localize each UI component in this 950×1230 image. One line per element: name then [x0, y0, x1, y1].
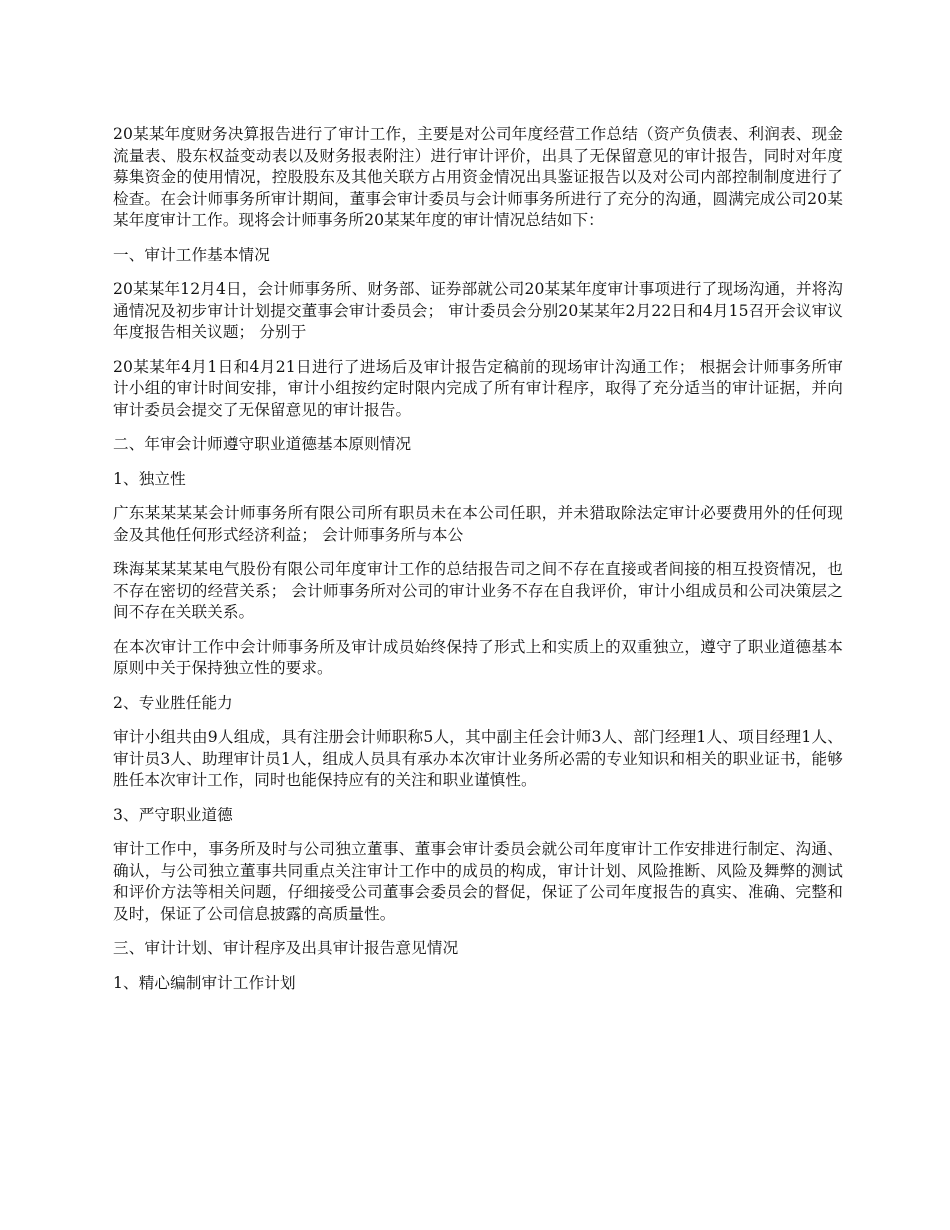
subsection-heading-plan: 1、精心编制审计工作计划: [113, 973, 296, 992]
paragraph-competence: 审计小组共由9人组成，具有注册会计师职称5人，其中副主任会计师3人、部门经理1人、项目经理1人、审计员3人、助理审计员1人，组成人员具有承办本次审计业务所必需的专业知识和相关的职业证书，能够胜任本次审计工作，同时也能保持应有的关注和职业谨慎性。: [113, 728, 843, 789]
subsection-heading-ethics: 3、严守职业道德: [113, 805, 233, 824]
subsection-heading-independence: 1、独立性: [113, 469, 186, 488]
section-heading-3: 三、审计计划、审计程序及出具审计报告意见情况: [113, 939, 459, 957]
paragraph-audit-fieldwork: 20某某年4月1日和4月21日进行了进场后及审计报告定稿前的现场审计沟通工作； 根据会计师事务所审计小组的审计时间安排，审计小组按约定时限内完成了所有审计程序，取得了充分适当的审计证据，并向审计委员会提交了无保留意见的审计报告。: [113, 357, 843, 419]
section-heading-2: 二、年审会计师遵守职业道德基本原则情况: [113, 435, 412, 453]
section-heading-1: 一、审计工作基本情况: [113, 245, 270, 264]
paragraph-independence-1: 广东某某某某会计师事务所有限公司所有职员未在本公司任职，并未猎取除法定审计必要费用外的任何现金及其他任何形式经济利益； 会计师事务所与本公: [113, 504, 843, 544]
paragraph-independence-2: 珠海某某某某电气股份有限公司年度审计工作的总结报告司之间不存在直接或者间接的相互投资情况，也不存在密切的经营关系； 会计师事务所对公司的审计业务不存在自我评价，审计小组成员和公司决策层之间不存在关联关系。: [113, 560, 843, 621]
paragraph-ethics: 审计工作中，事务所及时与公司独立董事、董事会审计委员会就公司年度审计工作安排进行制定、沟通、确认，与公司独立董事共同重点关注审计工作中的成员的构成，审计计划、风险推断、风险及舞弊的测试和评价方法等相关问题，仔细接受公司董事会委员会的督促，保证了公司年度报告的真实、准确、完整和及时，保证了公司信息披露的高质量性。: [113, 840, 843, 923]
intro-paragraph: 20某某年度财务决算报告进行了审计工作，主要是对公司年度经营工作总结（资产负债表、利润表、现金流量表、股东权益变动表以及财务报表附注）进行审计评价，出具了无保留意见的审计报告，同时对年度募集资金的使用情况，控股股东及其他关联方占用资金情况出具鉴证报告以及对公司内部控制制度进行了检查。在会计师事务所审计期间，董事会审计委员与会计师事务所进行了充分的沟通，圆满完成公司20某某年度审计工作。现将会计师事务所20某某年度的审计情况总结如下：: [113, 125, 843, 229]
document-body: [113, 124, 843, 1007]
subsection-heading-competence: 2、专业胜任能力: [113, 693, 233, 712]
paragraph-independence-3: 在本次审计工作中会计师事务所及审计成员始终保持了形式上和实质上的双重独立，遵守了职业道德基本原则中关于保持独立性的要求。: [113, 637, 843, 677]
paragraph-audit-communication: 20某某年12月4日，会计师事务所、财务部、证券部就公司20某某年度审计事项进行了现场沟通，并将沟通情况及初步审计计划提交董事会审计委员会； 审计委员会分别20某某年2月22日和4月15召开会议审议年度报告相关议题； 分别于: [113, 280, 843, 341]
